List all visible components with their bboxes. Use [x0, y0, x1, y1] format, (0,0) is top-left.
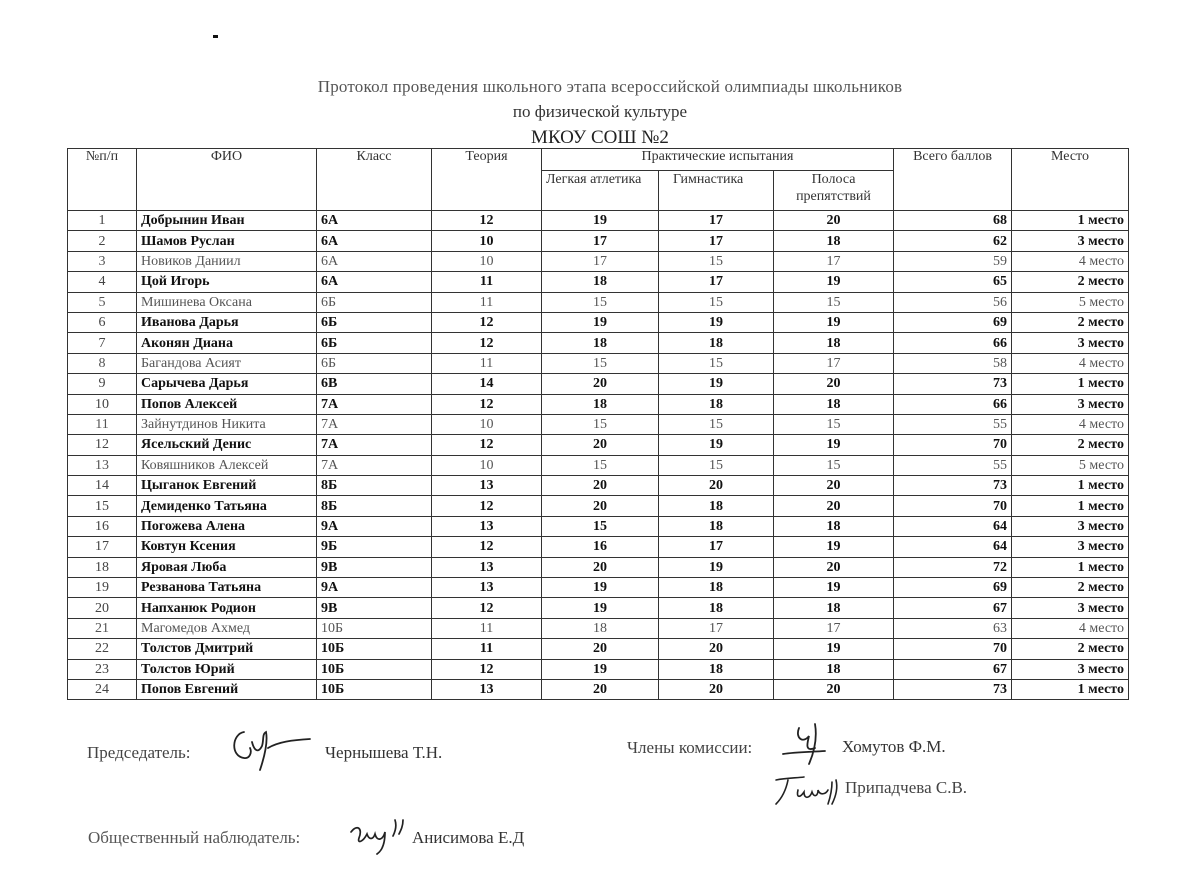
cell-obstacle: 20 — [774, 557, 894, 577]
cell-theory: 11 — [432, 618, 542, 638]
cell-name: Толстов Дмитрий — [137, 639, 317, 659]
table-row — [68, 618, 1129, 638]
table-row — [68, 516, 1129, 536]
cell-theory: 12 — [432, 312, 542, 332]
cell-obstacle: 18 — [774, 231, 894, 251]
cell-place: 2 место — [1012, 272, 1129, 292]
cell-theory: 12 — [432, 496, 542, 516]
cell-gymnastics: 17 — [659, 231, 774, 251]
cell-athletics: 19 — [542, 598, 659, 618]
cell-athletics: 18 — [542, 618, 659, 638]
cell-athletics: 15 — [542, 292, 659, 312]
cell-gymnastics: 18 — [659, 496, 774, 516]
cell-num: 16 — [68, 516, 137, 536]
cell-gymnastics: 17 — [659, 272, 774, 292]
cell-gymnastics: 20 — [659, 476, 774, 496]
cell-total: 58 — [894, 353, 1012, 373]
cell-num: 15 — [68, 496, 137, 516]
cell-theory: 11 — [432, 639, 542, 659]
table-row — [68, 353, 1129, 373]
cell-name: Толстов Юрий — [137, 659, 317, 679]
cell-class: 6Б — [317, 312, 432, 332]
cell-name: Демиденко Татьяна — [137, 496, 317, 516]
cell-theory: 12 — [432, 659, 542, 679]
cell-name: Багандова Асият — [137, 353, 317, 373]
cell-total: 56 — [894, 292, 1012, 312]
col-header-practical: Практические испытания — [542, 149, 894, 171]
cell-athletics: 20 — [542, 435, 659, 455]
cell-gymnastics: 19 — [659, 374, 774, 394]
cell-class: 7А — [317, 414, 432, 434]
cell-name: Напханюк Родион — [137, 598, 317, 618]
cell-num: 21 — [68, 618, 137, 638]
cell-place: 3 место — [1012, 394, 1129, 414]
cell-place: 2 место — [1012, 435, 1129, 455]
cell-name: Ковяшников Алексей — [137, 455, 317, 475]
cell-class: 8Б — [317, 476, 432, 496]
cell-obstacle: 20 — [774, 679, 894, 699]
cell-total: 73 — [894, 679, 1012, 699]
cell-obstacle: 19 — [774, 639, 894, 659]
observer-name: Анисимова Е.Д — [412, 828, 525, 847]
cell-place: 4 место — [1012, 618, 1129, 638]
cell-obstacle: 19 — [774, 312, 894, 332]
cell-place: 1 место — [1012, 374, 1129, 394]
cell-athletics: 20 — [542, 374, 659, 394]
cell-class: 6А — [317, 251, 432, 271]
cell-class: 10Б — [317, 618, 432, 638]
cell-theory: 12 — [432, 537, 542, 557]
cell-theory: 13 — [432, 578, 542, 598]
cell-place: 2 место — [1012, 578, 1129, 598]
cell-athletics: 15 — [542, 516, 659, 536]
table-row — [68, 333, 1129, 353]
cell-theory: 11 — [432, 353, 542, 373]
cell-num: 1 — [68, 211, 137, 231]
cell-num: 20 — [68, 598, 137, 618]
cell-class: 6А — [317, 231, 432, 251]
cell-athletics: 19 — [542, 211, 659, 231]
table-row — [68, 537, 1129, 557]
chair-label: Председатель: — [87, 743, 191, 762]
table-row — [68, 414, 1129, 434]
cell-place: 1 место — [1012, 557, 1129, 577]
cell-place: 3 место — [1012, 598, 1129, 618]
cell-num: 6 — [68, 312, 137, 332]
table-row — [68, 251, 1129, 271]
cell-obstacle: 19 — [774, 537, 894, 557]
cell-class: 10Б — [317, 679, 432, 699]
results-body — [68, 211, 1129, 700]
cell-place: 1 место — [1012, 476, 1129, 496]
cell-obstacle: 15 — [774, 455, 894, 475]
cell-place: 5 место — [1012, 292, 1129, 312]
cell-athletics: 15 — [542, 414, 659, 434]
cell-class: 9В — [317, 557, 432, 577]
cell-place: 4 место — [1012, 353, 1129, 373]
observer-signature-icon — [345, 812, 413, 856]
cell-total: 73 — [894, 374, 1012, 394]
cell-class: 6В — [317, 374, 432, 394]
table-row — [68, 231, 1129, 251]
cell-place: 4 место — [1012, 251, 1129, 271]
cell-total: 55 — [894, 414, 1012, 434]
cell-theory: 14 — [432, 374, 542, 394]
cell-total: 64 — [894, 537, 1012, 557]
cell-name: Попов Алексей — [137, 394, 317, 414]
table-row — [68, 292, 1129, 312]
cell-total: 72 — [894, 557, 1012, 577]
table-row — [68, 598, 1129, 618]
cell-athletics: 17 — [542, 231, 659, 251]
results-table — [67, 148, 1129, 700]
cell-class: 6Б — [317, 333, 432, 353]
cell-gymnastics: 20 — [659, 639, 774, 659]
cell-name: Цыганок Евгений — [137, 476, 317, 496]
cell-gymnastics: 18 — [659, 394, 774, 414]
cell-gymnastics: 18 — [659, 598, 774, 618]
cell-num: 12 — [68, 435, 137, 455]
cell-num: 17 — [68, 537, 137, 557]
cell-gymnastics: 20 — [659, 679, 774, 699]
cell-theory: 10 — [432, 251, 542, 271]
chair-name: Чернышева Т.Н. — [325, 743, 443, 762]
cell-name: Сарычева Дарья — [137, 374, 317, 394]
cell-total: 70 — [894, 435, 1012, 455]
cell-theory: 13 — [432, 557, 542, 577]
cell-name: Ясельский Денис — [137, 435, 317, 455]
table-row — [68, 679, 1129, 699]
cell-obstacle: 19 — [774, 578, 894, 598]
cell-gymnastics: 15 — [659, 353, 774, 373]
cell-athletics: 20 — [542, 496, 659, 516]
cell-class: 7А — [317, 394, 432, 414]
cell-num: 19 — [68, 578, 137, 598]
cell-num: 8 — [68, 353, 137, 373]
col-header-theory: Теория — [432, 149, 542, 211]
table-row — [68, 435, 1129, 455]
cell-athletics: 18 — [542, 272, 659, 292]
cell-athletics: 18 — [542, 394, 659, 414]
cell-gymnastics: 15 — [659, 251, 774, 271]
cell-class: 8Б — [317, 496, 432, 516]
col-header-num: №п/п — [68, 149, 137, 211]
cell-athletics: 19 — [542, 578, 659, 598]
table-row — [68, 476, 1129, 496]
cell-class: 6Б — [317, 292, 432, 312]
cell-obstacle: 19 — [774, 435, 894, 455]
members-label: Члены комиссии: — [627, 738, 753, 757]
cell-athletics: 19 — [542, 659, 659, 679]
cell-name: Попов Евгений — [137, 679, 317, 699]
cell-theory: 10 — [432, 231, 542, 251]
cell-total: 64 — [894, 516, 1012, 536]
cell-num: 18 — [68, 557, 137, 577]
cell-gymnastics: 15 — [659, 414, 774, 434]
cell-place: 1 место — [1012, 679, 1129, 699]
cell-total: 55 — [894, 455, 1012, 475]
cell-theory: 12 — [432, 333, 542, 353]
table-row — [68, 659, 1129, 679]
cell-obstacle: 20 — [774, 374, 894, 394]
table-row — [68, 272, 1129, 292]
cell-athletics: 20 — [542, 639, 659, 659]
col-header-place: Место — [1012, 149, 1129, 211]
cell-num: 2 — [68, 231, 137, 251]
cell-total: 70 — [894, 496, 1012, 516]
cell-name: Ковтун Ксения — [137, 537, 317, 557]
cell-gymnastics: 18 — [659, 578, 774, 598]
cell-total: 67 — [894, 598, 1012, 618]
cell-gymnastics: 17 — [659, 618, 774, 638]
cell-total: 62 — [894, 231, 1012, 251]
cell-num: 7 — [68, 333, 137, 353]
cell-class: 9А — [317, 578, 432, 598]
cell-name: Аконян Диана — [137, 333, 317, 353]
cell-total: 63 — [894, 618, 1012, 638]
cell-obstacle: 17 — [774, 353, 894, 373]
cell-class: 10Б — [317, 659, 432, 679]
cell-total: 69 — [894, 578, 1012, 598]
member1-name: Хомутов Ф.М. — [842, 737, 946, 756]
table-row — [68, 312, 1129, 332]
cell-place: 1 место — [1012, 496, 1129, 516]
cell-place: 2 место — [1012, 639, 1129, 659]
col-header-gymnastics: Гимнастика — [659, 171, 774, 211]
cell-athletics: 20 — [542, 557, 659, 577]
col-header-name: ФИО — [137, 149, 317, 211]
cell-gymnastics: 18 — [659, 333, 774, 353]
cell-athletics: 16 — [542, 537, 659, 557]
cell-gymnastics: 18 — [659, 516, 774, 536]
cell-class: 9В — [317, 598, 432, 618]
cell-name: Новиков Даниил — [137, 251, 317, 271]
cell-theory: 12 — [432, 394, 542, 414]
cell-num: 22 — [68, 639, 137, 659]
cell-num: 9 — [68, 374, 137, 394]
cell-name: Яровая Люба — [137, 557, 317, 577]
cell-name: Погожева Алена — [137, 516, 317, 536]
cell-class: 10Б — [317, 639, 432, 659]
cell-num: 10 — [68, 394, 137, 414]
cell-obstacle: 17 — [774, 251, 894, 271]
cell-gymnastics: 15 — [659, 292, 774, 312]
cell-name: Цой Игорь — [137, 272, 317, 292]
member2-signature-icon — [770, 768, 850, 808]
cell-athletics: 15 — [542, 455, 659, 475]
chair-signature-icon — [222, 712, 314, 772]
title-line-1: Протокол проведения школьного этапа всероссийской олимпиады школьников — [317, 77, 903, 96]
cell-obstacle: 18 — [774, 394, 894, 414]
cell-num: 23 — [68, 659, 137, 679]
cell-total: 67 — [894, 659, 1012, 679]
cell-num: 5 — [68, 292, 137, 312]
cell-athletics: 15 — [542, 353, 659, 373]
cell-gymnastics: 17 — [659, 211, 774, 231]
cell-obstacle: 18 — [774, 598, 894, 618]
cell-obstacle: 20 — [774, 211, 894, 231]
cell-gymnastics: 19 — [659, 312, 774, 332]
cell-place: 3 место — [1012, 659, 1129, 679]
cell-obstacle: 15 — [774, 292, 894, 312]
cell-total: 68 — [894, 211, 1012, 231]
cell-theory: 10 — [432, 414, 542, 434]
cell-theory: 13 — [432, 679, 542, 699]
cell-place: 5 место — [1012, 455, 1129, 475]
cell-gymnastics: 15 — [659, 455, 774, 475]
cell-obstacle: 20 — [774, 496, 894, 516]
col-header-athletics: Легкая атлетика — [542, 171, 659, 211]
cell-name: Зайнутдинов Никита — [137, 414, 317, 434]
cell-place: 3 место — [1012, 231, 1129, 251]
cell-theory: 12 — [432, 435, 542, 455]
cell-gymnastics: 19 — [659, 435, 774, 455]
observer-label: Общественный наблюдатель: — [88, 828, 301, 847]
cell-obstacle: 19 — [774, 272, 894, 292]
cell-name: Магомедов Ахмед — [137, 618, 317, 638]
col-header-total: Всего баллов — [894, 149, 1012, 211]
cell-num: 13 — [68, 455, 137, 475]
cell-total: 66 — [894, 333, 1012, 353]
cell-obstacle: 18 — [774, 333, 894, 353]
cell-name: Резванова Татьяна — [137, 578, 317, 598]
cell-obstacle: 18 — [774, 516, 894, 536]
title-line-2: по физической культуре — [512, 102, 688, 121]
cell-theory: 11 — [432, 272, 542, 292]
cell-class: 9Б — [317, 537, 432, 557]
cell-athletics: 20 — [542, 476, 659, 496]
cell-name: Мишинева Оксана — [137, 292, 317, 312]
table-row — [68, 496, 1129, 516]
cell-class: 7А — [317, 455, 432, 475]
cell-class: 7А — [317, 435, 432, 455]
cell-place: 3 место — [1012, 516, 1129, 536]
cell-gymnastics: 18 — [659, 659, 774, 679]
scan-speck — [213, 35, 218, 38]
cell-place: 3 место — [1012, 333, 1129, 353]
col-header-obstacle: Полоса препятствий — [774, 171, 894, 211]
member2-name: Припадчева С.В. — [845, 778, 968, 797]
cell-place: 3 место — [1012, 537, 1129, 557]
cell-obstacle: 18 — [774, 659, 894, 679]
table-row — [68, 211, 1129, 231]
cell-theory: 10 — [432, 455, 542, 475]
cell-gymnastics: 19 — [659, 557, 774, 577]
table-row — [68, 557, 1129, 577]
cell-num: 4 — [68, 272, 137, 292]
cell-athletics: 20 — [542, 679, 659, 699]
table-row — [68, 394, 1129, 414]
cell-place: 2 место — [1012, 312, 1129, 332]
cell-name: Иванова Дарья — [137, 312, 317, 332]
cell-theory: 12 — [432, 211, 542, 231]
cell-theory: 13 — [432, 516, 542, 536]
cell-place: 4 место — [1012, 414, 1129, 434]
cell-num: 24 — [68, 679, 137, 699]
cell-theory: 13 — [432, 476, 542, 496]
cell-name: Добрынин Иван — [137, 211, 317, 231]
cell-athletics: 18 — [542, 333, 659, 353]
cell-theory: 12 — [432, 598, 542, 618]
cell-class: 6А — [317, 272, 432, 292]
table-row — [68, 374, 1129, 394]
cell-obstacle: 17 — [774, 618, 894, 638]
cell-num: 14 — [68, 476, 137, 496]
cell-num: 11 — [68, 414, 137, 434]
col-header-class: Класс — [317, 149, 432, 211]
cell-obstacle: 20 — [774, 476, 894, 496]
table-row — [68, 639, 1129, 659]
cell-total: 59 — [894, 251, 1012, 271]
cell-place: 1 место — [1012, 211, 1129, 231]
table-row — [68, 578, 1129, 598]
cell-theory: 11 — [432, 292, 542, 312]
cell-class: 9А — [317, 516, 432, 536]
cell-name: Шамов Руслан — [137, 231, 317, 251]
cell-total: 69 — [894, 312, 1012, 332]
cell-total: 65 — [894, 272, 1012, 292]
school-name: МКОУ СОШ №2 — [531, 127, 669, 148]
cell-class: 6А — [317, 211, 432, 231]
member1-signature-icon — [775, 718, 835, 768]
cell-total: 70 — [894, 639, 1012, 659]
cell-athletics: 19 — [542, 312, 659, 332]
cell-total: 66 — [894, 394, 1012, 414]
cell-gymnastics: 17 — [659, 537, 774, 557]
cell-athletics: 17 — [542, 251, 659, 271]
cell-class: 6Б — [317, 353, 432, 373]
cell-total: 73 — [894, 476, 1012, 496]
table-row — [68, 455, 1129, 475]
cell-num: 3 — [68, 251, 137, 271]
cell-obstacle: 15 — [774, 414, 894, 434]
